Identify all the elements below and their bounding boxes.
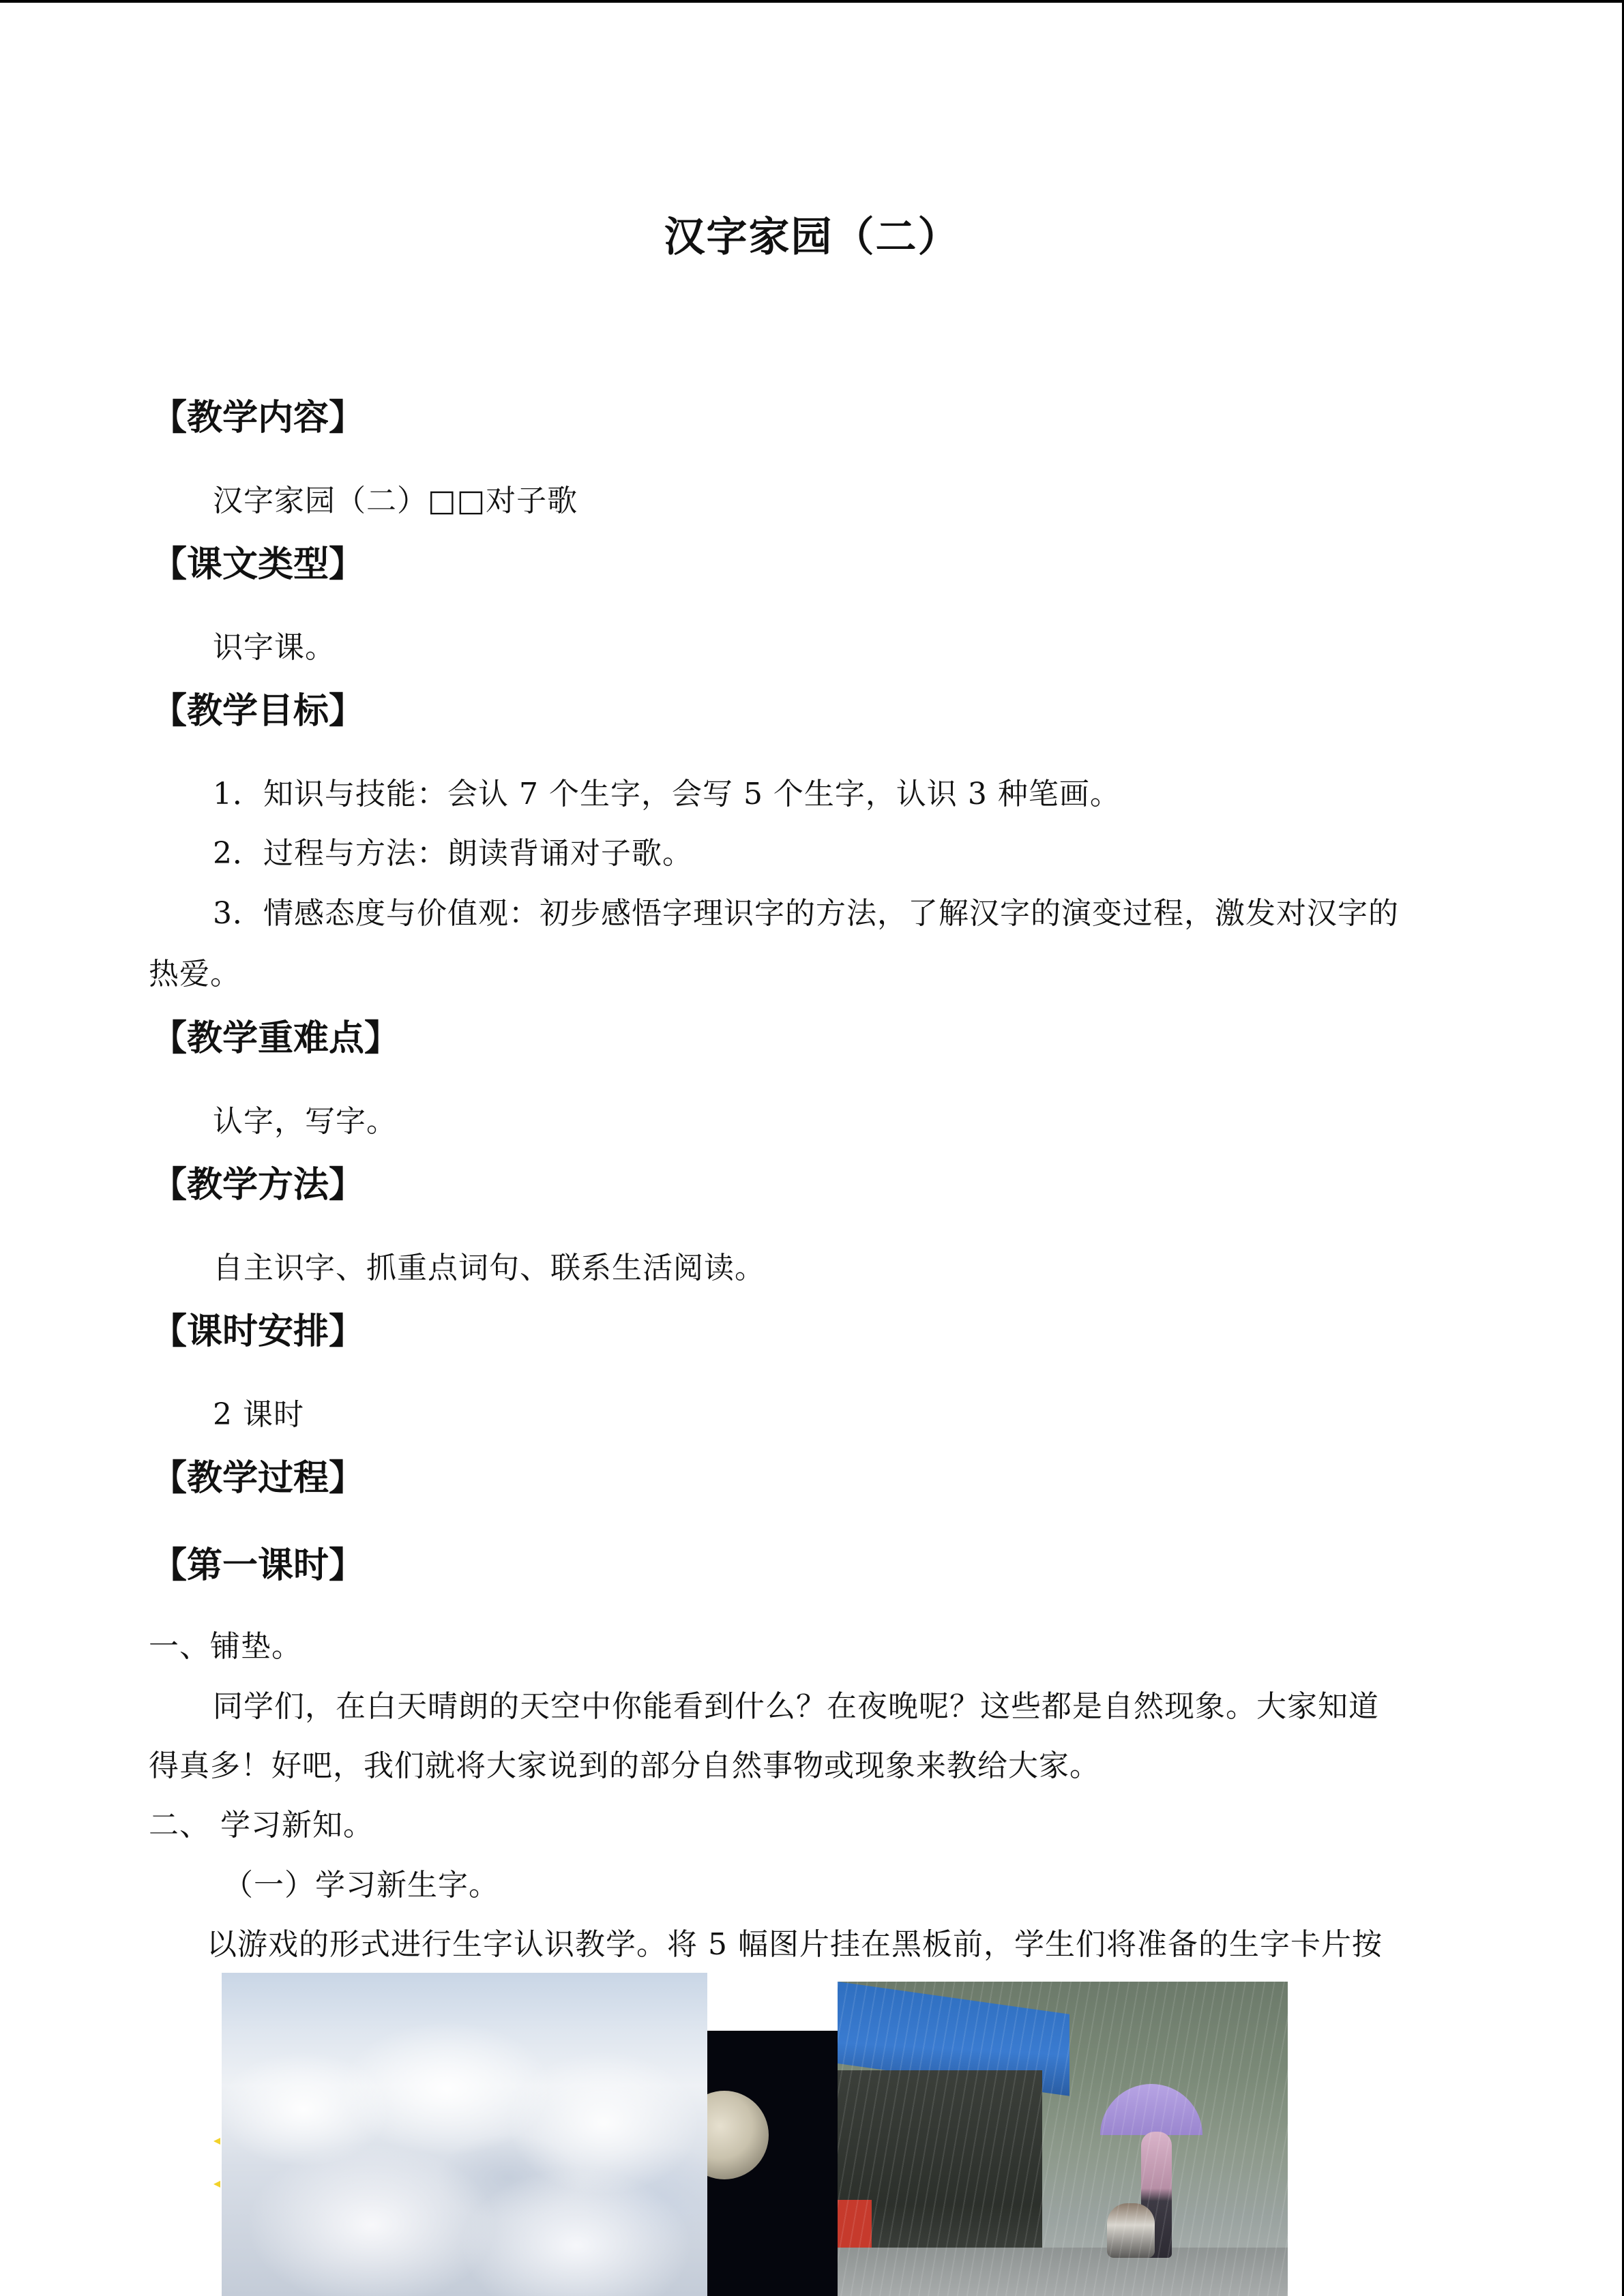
heading-teaching-content: 【教学内容】 (151, 398, 365, 438)
goal-item-2: 2．过程与方法：朗读背诵对子歌。 (213, 836, 693, 871)
heading-key-points: 【教学重难点】 (151, 1018, 400, 1059)
step2-text: 以游戏的形式进行生字认识教学。将 5 幅图片挂在黑板前，学生们将准备的生字卡片按 (207, 1927, 1383, 1962)
rain-streaks (838, 1982, 1288, 2296)
moon-photo (707, 2031, 838, 2296)
step1-line1: 同学们，在白天晴朗的天空中你能看到什么？在夜晚呢？这些都是自然现象。大家知道 (213, 1689, 1379, 1724)
heading-teaching-goals: 【教学目标】 (151, 691, 365, 732)
clouds-photo (222, 1973, 707, 2296)
yellow-marker-icon (213, 2138, 220, 2145)
heading-first-lesson: 【第一课时】 (151, 1545, 365, 1586)
heading-schedule: 【课时安排】 (151, 1311, 365, 1352)
goal-item-1: 1．知识与技能：会认 7 个生字，会写 5 个生字，认识 3 种笔画。 (213, 777, 1121, 811)
goal-item-3-line1: 3．情感态度与价值观：初步感悟字理识字的方法，了解汉字的演变过程，激发对汉字的 (213, 896, 1399, 931)
teaching-content-text: 汉字家园（二）□□对子歌 (213, 483, 578, 518)
moon-icon (707, 2091, 769, 2179)
schedule-text: 2 课时 (213, 1397, 304, 1432)
teaching-methods-text: 自主识字、抓重点词句、联系生活阅读。 (213, 1251, 765, 1285)
heading-teaching-process: 【教学过程】 (151, 1458, 365, 1499)
heading-lesson-type: 【课文类型】 (151, 544, 365, 585)
document-title: 汉字家园（二） (664, 213, 960, 261)
step1-title: 一、铺垫。 (149, 1629, 302, 1664)
heading-teaching-methods: 【教学方法】 (151, 1165, 365, 1206)
lesson-type-text: 识字课。 (213, 630, 336, 665)
step2-subtitle: （一）学习新生字。 (223, 1868, 499, 1903)
step1-line2: 得真多！好吧，我们就将大家说到的部分自然事物或现象来教给大家。 (149, 1748, 1100, 1783)
page-top-border (0, 0, 1624, 3)
step2-title: 二、 学习新知。 (149, 1808, 374, 1843)
rain-photo (838, 1982, 1288, 2296)
goal-item-3-line2: 热爱。 (149, 957, 241, 992)
yellow-marker-icon (213, 2181, 220, 2188)
key-points-text: 认字，写字。 (213, 1104, 397, 1139)
